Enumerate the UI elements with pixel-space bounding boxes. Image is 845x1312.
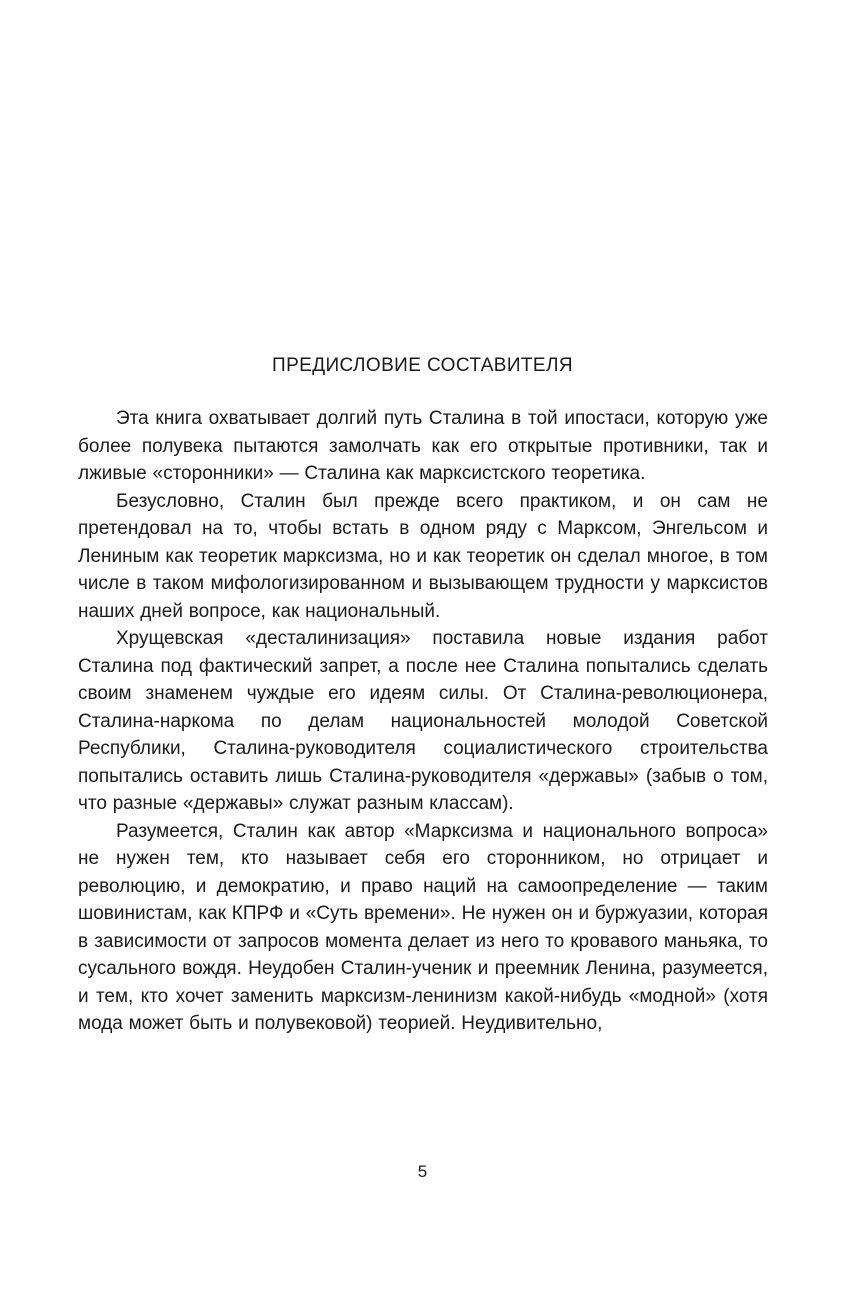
page-number: 5 xyxy=(417,1162,428,1181)
chapter-title: ПРЕДИСЛОВИЕ СОСТАВИТЕЛЯ xyxy=(272,355,573,376)
paragraph-1: Эта книга охватывает долгий путь Сталина в той ипостаси, которую уже более полувека пытаются замолчать как его открытые противники, так и лживые «сторонники» — Сталина как марксистского теоретика. xyxy=(78,408,768,484)
paragraph-4: Разумеется, Сталин как автор «Марксизма и национального вопроса» не нужен тем, кто называет себя его сторонником, но отрицает и революцию, и демократию, и право наций на самоопределение — таким шовинистам, как КПРФ и «Суть времени». Не нужен он и буржуазии, которая в зависимости от запросов момента делает из него то кровавого маньяка, то сусального вождя. Неудобен Сталин-ученик и преемник Ленина, разумеется, и тем, кто хочет заменить марксизм-ленинизм какой-нибудь «модной» (хотя мода может быть и полувековой) теорией. Неудивительно, xyxy=(78,820,768,1034)
body-text xyxy=(78,405,768,1038)
paragraph-3: Хрущевская «десталинизация» поставила новые издания работ Сталина под фактический запрет, а после нее Сталина попытались сделать своим знаменем чуждые его идеям силы. От Сталина-революционера, Сталина-наркома по делам национальностей молодой Советской Республики, Сталина-руководителя социалистического строительства попытались оставить лишь Сталина-руководителя «державы» (забыв о том, что разные «державы» служат разным классам). xyxy=(78,628,768,814)
paragraph-2: Безусловно, Сталин был прежде всего практиком, и он сам не претендовал на то, чтобы встать в одном ряду с Марксом, Энгельсом и Лениным как теоретик марксизма, но и как теоретик он сделал многое, в том числе в таком мифологизированном и вызывающем трудности у марксистов наших дней вопросе, как национальный. xyxy=(78,490,768,622)
